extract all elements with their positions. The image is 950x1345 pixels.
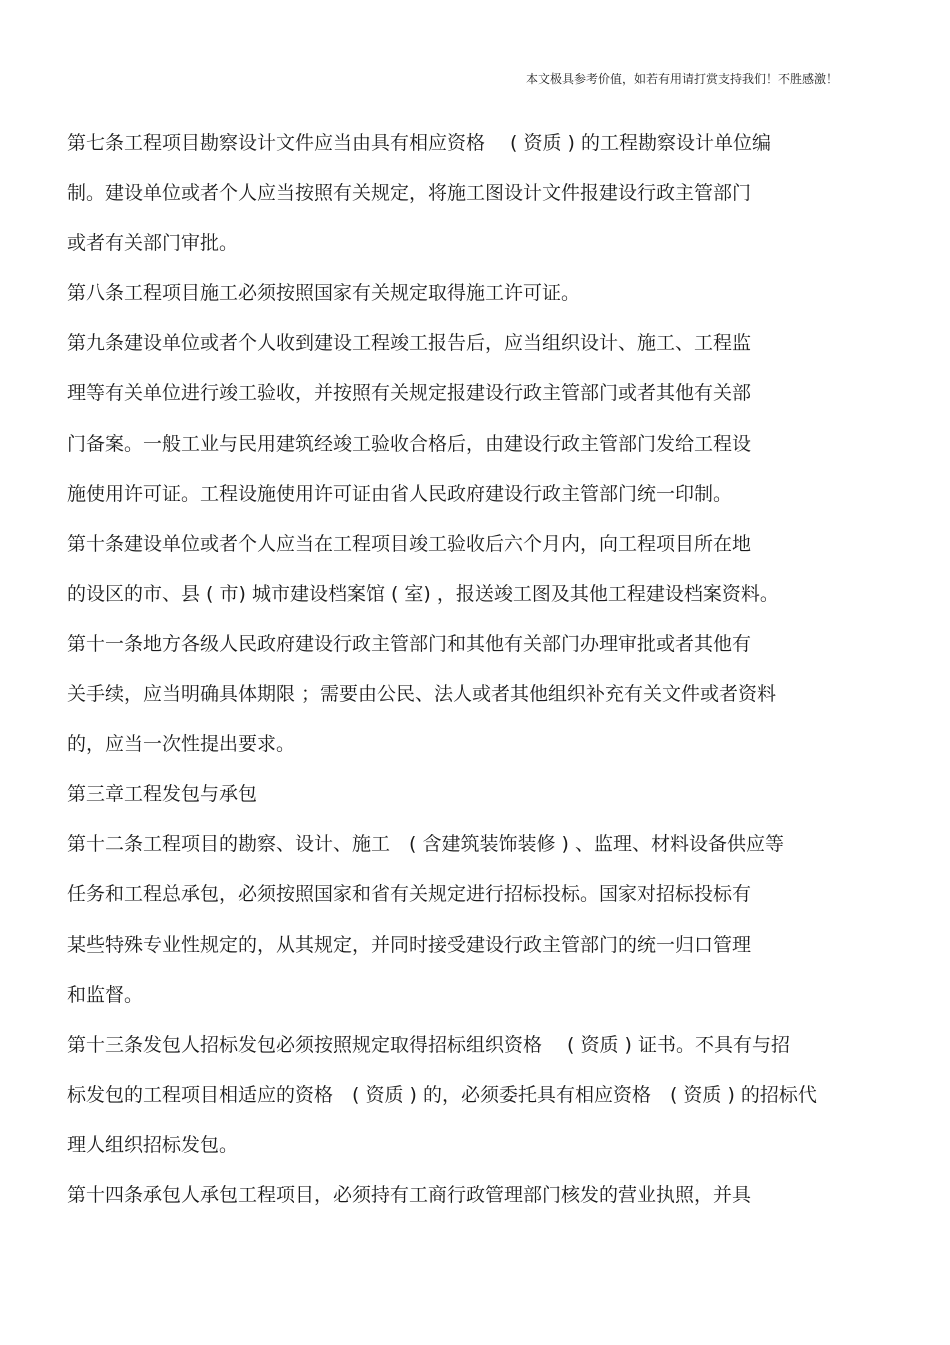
text-line: 任务和工程总承包，必须按照国家和省有关规定进行招标投标。国家对招标投标有 — [67, 883, 752, 906]
text-line: 关手续，应当明确具体期限 ；需要由公民、法人或者其他组织补充有关文件或者资料 — [67, 683, 777, 706]
text-line: 某些特殊专业性规定的，从其规定，并同时接受建设行政主管部门的统一归口管理 — [67, 933, 752, 956]
text-line: 第十二条工程项目的勘察、设计、施工 ( 含建筑装饰装修 ) 、监理、材料设备供应等 — [67, 833, 784, 856]
text-line: 或者有关部门审批。 — [67, 232, 239, 255]
text-line: 制。建设单位或者个人应当按照有关规定，将施工图设计文件报建设行政主管部门 — [67, 182, 752, 205]
text-line: 施使用许可证。工程设施使用许可证由省人民政府建设行政主管部门统一印制。 — [67, 482, 733, 505]
text-line: 理人组织招标发包。 — [67, 1133, 239, 1156]
document-body — [67, 118, 887, 1220]
chapter-heading: 第三章工程发包与承包 — [67, 783, 258, 806]
text-line: 第九条建设单位或者个人收到建设工程竣工报告后，应当组织设计、施工、工程监 — [67, 332, 752, 355]
header-note: 本文极具参考价值，如若有用请打赏支持我们！不胜感激！ — [525, 72, 838, 86]
text-line: 第十三条发包人招标发包必须按照规定取得招标组织资格 ( 资质 ) 证书。不具有与招 — [67, 1033, 790, 1056]
text-line: 和监督。 — [67, 983, 144, 1006]
text-line: 第十条建设单位或者个人应当在工程项目竣工验收后六个月内，向工程项目所在地 — [67, 532, 752, 555]
text-line: 第十一条地方各级人民政府建设行政主管部门和其他有关部门办理审批或者其他有 — [67, 632, 752, 655]
text-line: 的，应当一次性提出要求。 — [67, 733, 296, 756]
text-line: 第十四条承包人承包工程项目，必须持有工商行政管理部门核发的营业执照，并具 — [67, 1183, 752, 1206]
text-line: 标发包的工程项目相适应的资格 ( 资质 ) 的，必须委托具有相应资格 ( 资质 ) 的招标代 — [67, 1083, 817, 1106]
text-line: 第八条工程项目施工必须按照国家有关规定取得施工许可证。 — [67, 282, 581, 305]
text-line: 第七条工程项目勘察设计文件应当由具有相应资格 ( 资质 ) 的工程勘察设计单位编 — [67, 132, 771, 154]
text-line: 的设区的市、县 ( 市) 城市建设档案馆 ( 室) ，报送竣工图及其他工程建设档案资料。 — [67, 582, 779, 605]
text-line: 理等有关单位进行竣工验收，并按照有关规定报建设行政主管部门或者其他有关部 — [67, 382, 752, 405]
text-line: 门备案。一般工业与民用建筑经竣工验收合格后，由建设行政主管部门发给工程设 — [67, 432, 752, 455]
